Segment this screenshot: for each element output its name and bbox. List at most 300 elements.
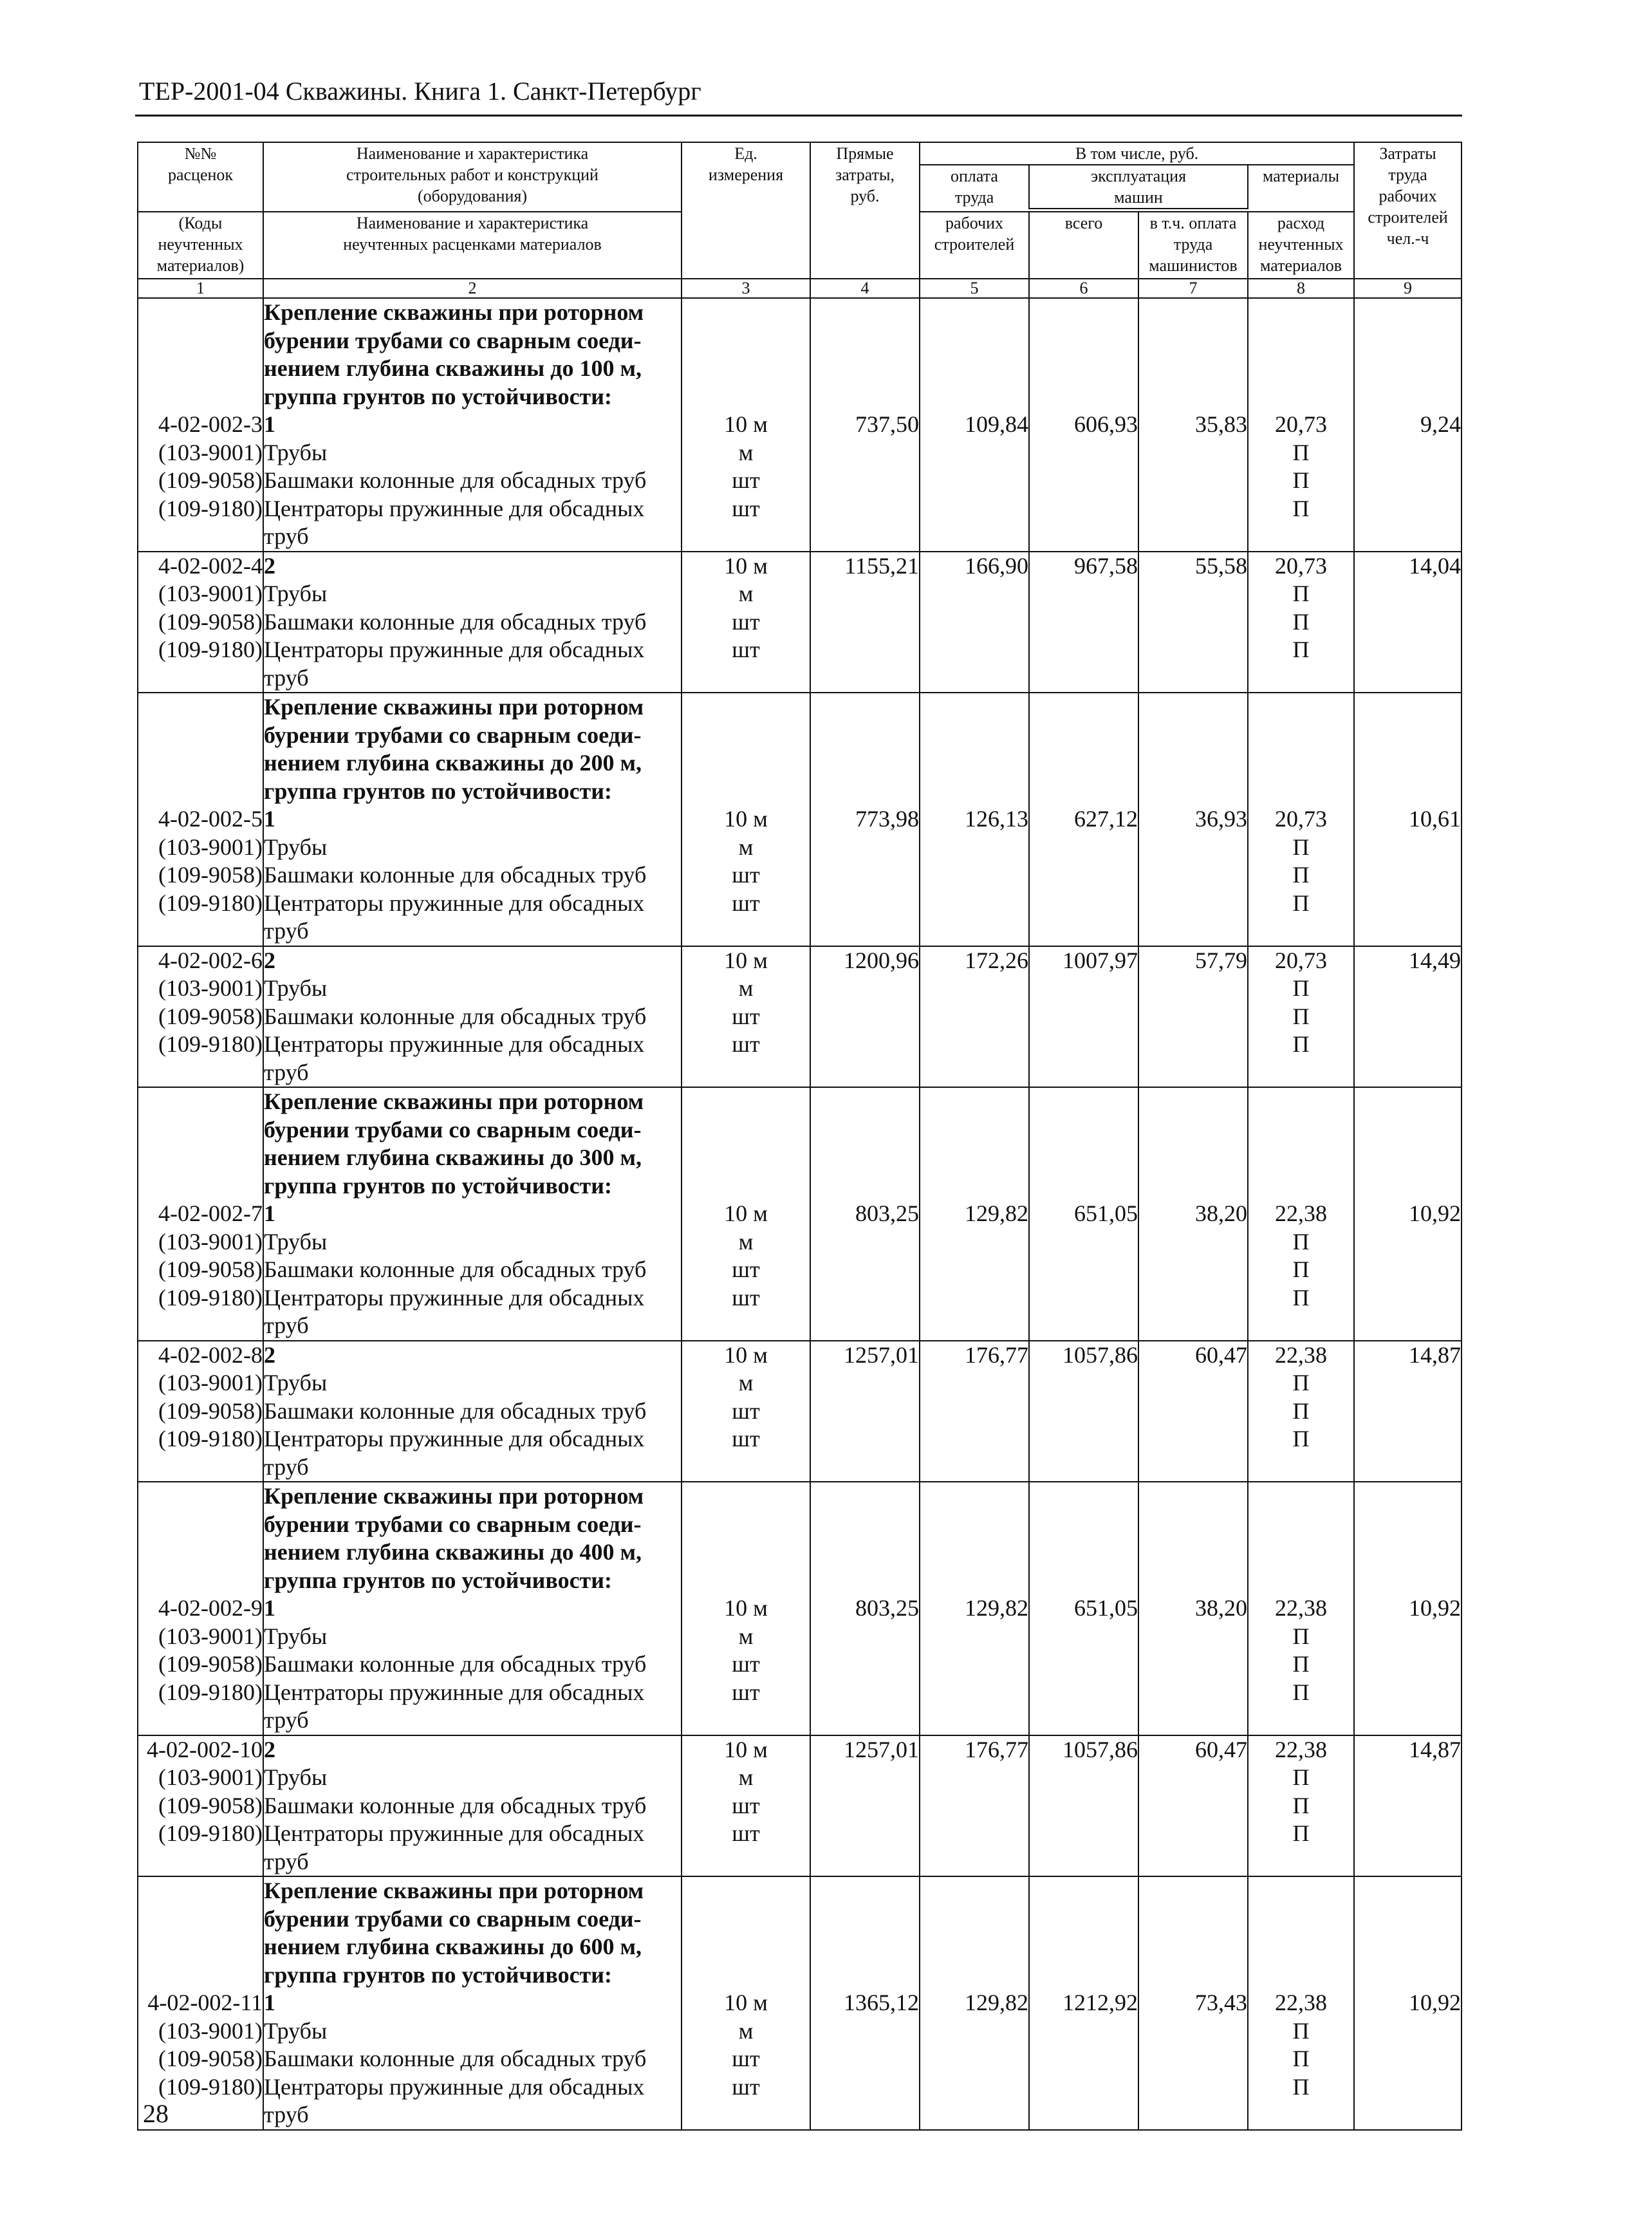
machines-cell: [1029, 1482, 1138, 1735]
spacer: [920, 608, 1028, 637]
operators-value: 55,58: [1195, 552, 1247, 579]
materials-cell: [1248, 1735, 1354, 1877]
material-code: (109-9180): [158, 2073, 263, 2100]
rate-row: [138, 1341, 1462, 1482]
spacer: [1248, 722, 1353, 750]
spacer: [811, 1650, 919, 1679]
spacer: [1248, 299, 1353, 327]
direct-costs-value: 1200,96: [844, 947, 919, 973]
spacer: [1355, 1538, 1461, 1567]
spacer: [811, 1679, 919, 1707]
spacer: [1355, 1905, 1461, 1934]
material-unit: шт: [732, 2046, 760, 2071]
material-name: Трубы: [264, 439, 328, 465]
wages-cell: [920, 1735, 1029, 1877]
wages-cell: [920, 1087, 1029, 1341]
spacer: [1030, 749, 1138, 778]
spacer: [138, 778, 263, 806]
direct-costs-value: 803,25: [855, 1595, 919, 1621]
spacer: [1030, 1088, 1138, 1116]
spacer: [1248, 1144, 1353, 1172]
spacer: [1030, 1905, 1138, 1934]
rate-description-cell: [263, 1735, 682, 1877]
rate-code-cell: [138, 1341, 263, 1482]
spacer: [1248, 383, 1353, 411]
machines-value: 606,93: [1074, 411, 1138, 437]
material-code: (103-9001): [158, 975, 263, 1001]
spacer: [920, 1088, 1028, 1116]
spacer: [138, 327, 263, 355]
spacer: [682, 1511, 810, 1539]
spacer: [1139, 1933, 1247, 1961]
spacer: [1248, 1482, 1353, 1511]
spacer: [1030, 1144, 1138, 1172]
unaccounted-mark: П: [1292, 2073, 1310, 2100]
direct-costs-value: 773,98: [855, 806, 919, 832]
material-code: (103-9001): [158, 1370, 263, 1396]
rate-description-cell: [263, 298, 682, 552]
direct-costs-cell: [810, 946, 920, 1088]
spacer: [1139, 890, 1247, 918]
spacer: [1355, 1116, 1461, 1144]
rate-description-cell: [263, 693, 682, 946]
spacer: [1355, 1650, 1461, 1679]
spacer: [1030, 580, 1138, 608]
spacer: [1355, 975, 1461, 1003]
material-code: (103-9001): [158, 1228, 263, 1255]
rate-code: 4-02-002-6: [158, 947, 263, 973]
operators-cell: [1138, 1735, 1248, 1877]
spacer: [811, 1003, 919, 1031]
material-unit: шт: [732, 1256, 760, 1282]
spacer: [920, 1511, 1028, 1539]
spacer: [1139, 1397, 1247, 1426]
spacer: [682, 1905, 810, 1934]
spacer: [1248, 693, 1353, 722]
spacer: [811, 778, 919, 806]
spacer: [1355, 1088, 1461, 1116]
unaccounted-mark: П: [1292, 862, 1310, 888]
operators-cell: [1138, 1341, 1248, 1482]
spacer: [1030, 1877, 1138, 1905]
spacer: [138, 1088, 263, 1116]
operators-cell: [1138, 693, 1248, 946]
rate-unit: 10 м: [724, 947, 768, 973]
spacer: [1355, 495, 1461, 523]
direct-costs-cell: [810, 1482, 920, 1735]
spacer: [1355, 778, 1461, 806]
material-name-continued: труб: [264, 523, 309, 549]
machines-cell: [1029, 552, 1138, 693]
spacer: [811, 1369, 919, 1397]
rate-code: 4-02-002-5: [158, 806, 263, 832]
spacer: [138, 1961, 263, 1990]
material-unit: шт: [732, 1397, 760, 1424]
spacer: [1030, 1284, 1138, 1312]
material-unit: м: [738, 1228, 754, 1255]
material-name: Башмаки колонные для обсадных труб: [264, 1256, 647, 1282]
spacer: [1355, 327, 1461, 355]
col-number: 8: [1248, 279, 1354, 298]
machines-value: 1007,97: [1063, 947, 1138, 973]
labor-cell: [1354, 1087, 1462, 1341]
unit-cell: [682, 693, 810, 946]
spacer: [1030, 1031, 1138, 1059]
spacer: [1139, 327, 1247, 355]
spacer: [811, 1961, 919, 1990]
rate-row: [138, 946, 1462, 1088]
material-code: (109-9180): [158, 1679, 263, 1705]
spacer: [138, 1482, 263, 1511]
spacer: [1139, 2073, 1247, 2102]
rates-table: [137, 142, 1462, 2131]
spacer: [920, 1397, 1028, 1426]
col-header-labor: Затраты труда рабочих строителей чел.-ч: [1354, 142, 1462, 279]
material-code: (109-9180): [158, 637, 263, 662]
material-code: (109-9058): [158, 2046, 263, 2071]
unaccounted-mark: П: [1292, 637, 1310, 662]
spacer: [811, 1425, 919, 1453]
spacer: [138, 1567, 263, 1595]
labor-cell: [1354, 1735, 1462, 1877]
spacer: [1248, 1511, 1353, 1539]
col-header-unit: Ед. измерения: [682, 142, 810, 279]
col-header-work-name: Наименование и характеристика строительных работ и конструкций (оборудования): [263, 142, 682, 212]
spacer: [1139, 1425, 1247, 1453]
material-code: (109-9058): [158, 1792, 263, 1818]
spacer: [1355, 580, 1461, 608]
material-code: (109-9180): [158, 495, 263, 521]
material-code: (109-9180): [158, 1284, 263, 1311]
operators-value: 73,43: [1195, 1990, 1247, 2015]
spacer: [1355, 1284, 1461, 1312]
spacer: [1139, 1905, 1247, 1934]
col-header-machines-total: всего: [1029, 212, 1138, 279]
spacer: [811, 495, 919, 523]
spacer: [1139, 1567, 1247, 1595]
unaccounted-mark: П: [1292, 1284, 1310, 1311]
material-name: Башмаки колонные для обсадных труб: [264, 862, 647, 888]
spacer: [1139, 1650, 1247, 1679]
spacer: [682, 693, 810, 722]
direct-costs-cell: [810, 1087, 920, 1341]
spacer: [1139, 834, 1247, 862]
material-unit: шт: [732, 2073, 760, 2100]
direct-costs-value: 1365,12: [844, 1990, 919, 2015]
spacer: [682, 1933, 810, 1961]
spacer: [1030, 722, 1138, 750]
spacer: [1355, 1003, 1461, 1031]
rate-variant: 2: [264, 947, 275, 973]
rate-unit: 10 м: [724, 1595, 768, 1621]
spacer: [682, 355, 810, 383]
spacer: [811, 975, 919, 1003]
spacer: [920, 1482, 1028, 1511]
spacer: [1139, 383, 1247, 411]
spacer: [811, 1228, 919, 1256]
spacer: [138, 1905, 263, 1934]
unaccounted-mark: П: [1292, 2046, 1310, 2071]
group-title-line: бурении трубами со сварным соеди-: [264, 327, 642, 353]
material-unit: шт: [732, 467, 760, 493]
material-name: Трубы: [264, 1764, 328, 1790]
spacer: [682, 1144, 810, 1172]
spacer: [1139, 861, 1247, 890]
spacer: [811, 1792, 919, 1820]
wages-cell: [920, 1482, 1029, 1735]
material-name: Центраторы пружинные для обсадных: [264, 2073, 645, 2100]
spacer: [1248, 749, 1353, 778]
rate-description-cell: [263, 1341, 682, 1482]
machines-cell: [1029, 298, 1138, 552]
spacer: [920, 1256, 1028, 1284]
labor-value: 14,49: [1409, 947, 1462, 973]
material-name: Трубы: [264, 2017, 328, 2044]
material-unit: м: [738, 834, 754, 860]
unaccounted-mark: П: [1292, 1651, 1310, 1677]
spacer: [811, 890, 919, 918]
spacer: [1355, 1511, 1461, 1539]
spacer: [1030, 439, 1138, 467]
rate-row: [138, 693, 1462, 946]
spacer: [811, 834, 919, 862]
spacer: [920, 1228, 1028, 1256]
material-code: (109-9058): [158, 1397, 263, 1424]
group-title-line: Крепление скважины при роторном: [264, 299, 644, 325]
rate-unit: 10 м: [724, 1200, 768, 1226]
material-code: (103-9001): [158, 834, 263, 860]
spacer: [682, 1961, 810, 1990]
spacer: [920, 1933, 1028, 1961]
unaccounted-mark: П: [1292, 1820, 1310, 1846]
labor-value: 14,04: [1409, 552, 1462, 579]
spacer: [1355, 1877, 1461, 1905]
spacer: [1355, 1425, 1461, 1453]
material-code: (103-9001): [158, 439, 263, 465]
spacer: [920, 778, 1028, 806]
spacer: [811, 383, 919, 411]
rate-row: [138, 1087, 1462, 1341]
spacer: [920, 1961, 1028, 1990]
group-title-line: бурении трубами со сварным соеди-: [264, 1905, 642, 1932]
spacer: [920, 1031, 1028, 1059]
rate-code: 4-02-002-9: [158, 1595, 263, 1621]
materials-value: 22,38: [1275, 1736, 1328, 1762]
spacer: [811, 636, 919, 664]
material-code: (109-9058): [158, 608, 263, 635]
unaccounted-mark: П: [1292, 1764, 1310, 1790]
spacer: [138, 1877, 263, 1905]
group-title-line: группа грунтов по устойчивости:: [264, 1961, 612, 1988]
spacer: [1139, 495, 1247, 523]
rate-unit: 10 м: [724, 552, 768, 579]
spacer: [920, 299, 1028, 327]
unaccounted-mark: П: [1292, 1426, 1310, 1452]
spacer: [811, 1905, 919, 1934]
col-number: 3: [682, 279, 810, 298]
spacer: [138, 1144, 263, 1172]
spacer: [1248, 355, 1353, 383]
spacer: [1030, 1650, 1138, 1679]
col-header-wages: рабочих строителей: [920, 212, 1029, 279]
spacer: [1030, 467, 1138, 495]
unaccounted-mark: П: [1292, 439, 1310, 465]
material-unit: м: [738, 439, 754, 465]
spacer: [811, 1088, 919, 1116]
spacer: [811, 693, 919, 722]
spacer: [1248, 1172, 1353, 1200]
rate-code: 4-02-002-11: [147, 1990, 263, 2015]
spacer: [1030, 890, 1138, 918]
spacer: [920, 1764, 1028, 1792]
wages-value: 126,13: [965, 806, 1028, 832]
material-code: (109-9058): [158, 1003, 263, 1029]
operators-value: 35,83: [1195, 411, 1247, 437]
spacer: [1030, 1567, 1138, 1595]
wages-cell: [920, 298, 1029, 552]
spacer: [682, 1567, 810, 1595]
spacer: [811, 749, 919, 778]
spacer: [682, 722, 810, 750]
group-title-line: группа грунтов по устойчивости:: [264, 1172, 612, 1199]
spacer: [1355, 1397, 1461, 1426]
unaccounted-mark: П: [1292, 890, 1310, 916]
spacer: [920, 327, 1028, 355]
material-name: Башмаки колонные для обсадных труб: [264, 1792, 647, 1818]
spacer: [1139, 1482, 1247, 1511]
spacer: [1355, 355, 1461, 383]
material-code: (109-9180): [158, 1820, 263, 1846]
spacer: [811, 1397, 919, 1426]
spacer: [1030, 1820, 1138, 1848]
rate-code-cell: [138, 298, 263, 552]
group-title-line: бурении трубами со сварным соеди-: [264, 722, 642, 748]
material-name-continued: труб: [264, 664, 309, 691]
materials-cell: [1248, 1482, 1354, 1735]
material-unit: м: [738, 1764, 754, 1790]
material-code: (109-9058): [158, 1256, 263, 1282]
spacer: [1139, 1764, 1247, 1792]
material-name-continued: труб: [264, 1312, 309, 1338]
spacer: [682, 1088, 810, 1116]
material-unit: м: [738, 1623, 754, 1649]
spacer: [1355, 693, 1461, 722]
spacer: [920, 2017, 1028, 2046]
spacer: [811, 1933, 919, 1961]
material-unit: шт: [732, 1792, 760, 1818]
materials-value: 20,73: [1275, 411, 1328, 437]
rate-unit: 10 м: [724, 1341, 768, 1368]
header-rule: [135, 115, 1462, 117]
material-name-continued: труб: [264, 2102, 309, 2127]
spacer: [682, 299, 810, 327]
spacer: [1355, 890, 1461, 918]
machines-cell: [1029, 1876, 1138, 2130]
spacer: [1139, 2017, 1247, 2046]
rate-unit: 10 м: [724, 411, 768, 437]
spacer: [920, 1003, 1028, 1031]
rate-code-cell: [138, 1087, 263, 1341]
spacer: [1355, 2017, 1461, 2046]
spacer: [1030, 1172, 1138, 1200]
material-code: (109-9180): [158, 1031, 263, 1057]
wages-value: 176,77: [965, 1341, 1028, 1368]
unaccounted-mark: П: [1292, 1031, 1310, 1057]
spacer: [1139, 1623, 1247, 1651]
spacer: [138, 1511, 263, 1539]
unaccounted-mark: П: [1292, 1228, 1310, 1255]
spacer: [1355, 1820, 1461, 1848]
machines-value: 627,12: [1074, 806, 1138, 832]
material-name: Центраторы пружинные для обсадных: [264, 637, 645, 662]
material-code: (103-9001): [158, 581, 263, 606]
group-title-line: Крепление скважины при роторном: [264, 694, 644, 720]
spacer: [1248, 1538, 1353, 1567]
spacer: [811, 1567, 919, 1595]
operators-value: 57,79: [1195, 947, 1247, 973]
spacer: [1139, 1511, 1247, 1539]
material-unit: шт: [732, 495, 760, 521]
spacer: [1355, 722, 1461, 750]
group-title-line: группа грунтов по устойчивости:: [264, 1567, 612, 1593]
group-title-line: нением глубина скважины до 400 м,: [264, 1539, 642, 1565]
spacer: [682, 1482, 810, 1511]
spacer: [811, 299, 919, 327]
spacer: [682, 1172, 810, 1200]
rate-code-cell: [138, 946, 263, 1088]
wages-cell: [920, 1876, 1029, 2130]
rate-description-cell: [263, 552, 682, 693]
labor-value: 10,92: [1409, 1990, 1462, 2015]
spacer: [920, 495, 1028, 523]
material-name: Центраторы пружинные для обсадных: [264, 1820, 645, 1846]
spacer: [138, 383, 263, 411]
spacer: [1030, 693, 1138, 722]
group-title-line: Крепление скважины при роторном: [264, 1088, 644, 1114]
operators-cell: [1138, 1876, 1248, 2130]
unit-cell: [682, 552, 810, 693]
unaccounted-mark: П: [1292, 1397, 1310, 1424]
spacer: [1139, 467, 1247, 495]
spacer: [1355, 636, 1461, 664]
spacer: [138, 299, 263, 327]
group-title-line: бурении трубами со сварным соеди-: [264, 1116, 642, 1143]
group-title-line: группа грунтов по устойчивости:: [264, 778, 612, 804]
material-code: (109-9058): [158, 862, 263, 888]
machines-value: 1057,86: [1063, 1341, 1138, 1368]
col-header-material-codes: (Коды неучтенных материалов): [138, 212, 263, 279]
spacer: [920, 890, 1028, 918]
material-unit: шт: [732, 1426, 760, 1452]
spacer: [138, 722, 263, 750]
spacer: [1030, 383, 1138, 411]
spacer: [1139, 693, 1247, 722]
operators-value: 38,20: [1195, 1200, 1247, 1226]
spacer: [1139, 1538, 1247, 1567]
machines-value: 1212,92: [1063, 1990, 1138, 2015]
spacer: [1139, 749, 1247, 778]
unaccounted-mark: П: [1292, 1679, 1310, 1705]
material-name: Трубы: [264, 975, 328, 1001]
labor-value: 10,61: [1409, 806, 1462, 832]
spacer: [920, 1820, 1028, 1848]
spacer: [811, 467, 919, 495]
spacer: [1030, 1961, 1138, 1990]
rate-row: [138, 1876, 1462, 2130]
rate-row: [138, 1735, 1462, 1877]
unaccounted-mark: П: [1292, 1256, 1310, 1282]
materials-cell: [1248, 1341, 1354, 1482]
